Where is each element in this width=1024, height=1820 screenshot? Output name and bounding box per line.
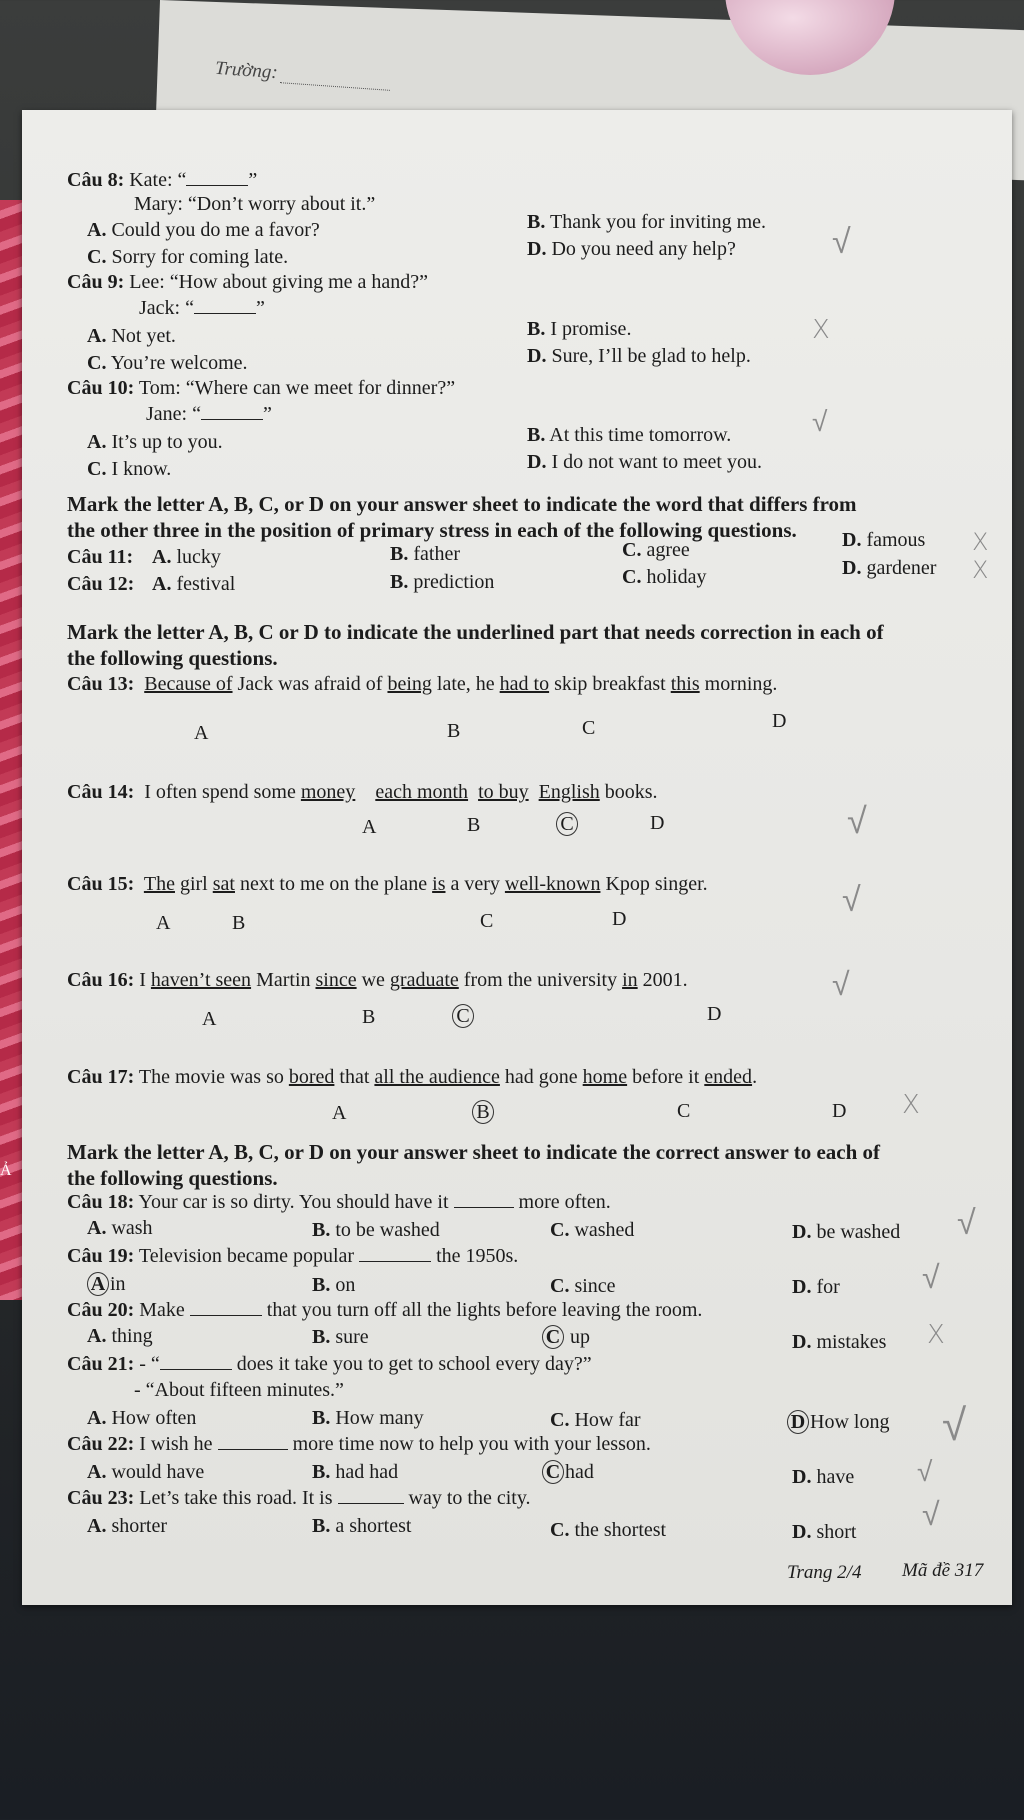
q9-option-c: C. You’re welcome.	[87, 352, 248, 374]
school-label: Trường:	[214, 57, 279, 84]
check-mark: √	[847, 801, 867, 842]
q10-stem: Câu 10: Tom: “Where can we meet for dinner?”	[67, 377, 456, 399]
q14-letter-a: A	[362, 816, 377, 838]
q23-option-b: B. a shortest	[312, 1515, 412, 1537]
check-mark: √	[812, 405, 828, 438]
q19-option-b: B. on	[312, 1274, 356, 1296]
q9-option-a: A. Not yet.	[87, 325, 176, 347]
check-mark: √	[922, 1258, 940, 1296]
q17-letter-a: A	[332, 1102, 347, 1124]
q11-option-a: A. lucky	[152, 546, 221, 568]
check-mark: √	[922, 1495, 940, 1533]
q21-option-c: C. How far	[550, 1409, 641, 1431]
exam-code: Mã đề 317	[902, 1560, 984, 1581]
q21-reply: - “About fifteen minutes.”	[134, 1379, 344, 1401]
q17-letter-d: D	[832, 1100, 847, 1122]
q11-option-c: C. agree	[622, 539, 690, 561]
check-mark: √	[942, 1400, 967, 1451]
q13-sentence: Câu 13: Because of Jack was afraid of being late, he had to skip breakfast this morning.	[67, 673, 778, 695]
q11-option-b: B. father	[390, 543, 460, 565]
q9-stem: Câu 9: Lee: “How about giving me a hand?”	[67, 271, 429, 293]
q8-option-b: B. Thank you for inviting me.	[527, 211, 767, 233]
stress-directions-line1: Mark the letter A, B, C, or D on your answer sheet to indicate the word that differs from	[67, 492, 857, 516]
cross-mark: X	[972, 556, 989, 584]
q22-option-b: B. had had	[312, 1461, 399, 1483]
q12-option-b: B. prediction	[390, 571, 495, 593]
q18-option-b: B. to be washed	[312, 1219, 440, 1241]
q20-option-a: A. thing	[87, 1325, 153, 1347]
q13-letter-a: A	[194, 722, 209, 744]
q10-reply: Jane: “ ”	[146, 403, 272, 425]
q13-letter-b: B	[447, 720, 461, 742]
q12-option-c: C. holiday	[622, 566, 707, 588]
q22-stem: Câu 22: I wish he more time now to help you with your lesson.	[67, 1433, 651, 1455]
q10-option-a: A. It’s up to you.	[87, 431, 223, 453]
q23-option-a: A. shorter	[87, 1515, 167, 1537]
q10-option-d: D. I do not want to meet you.	[527, 451, 762, 473]
q16-letter-b: B	[362, 1006, 376, 1028]
q9-reply: Jack: “ ”	[139, 297, 265, 319]
q8-option-d: D. Do you need any help?	[527, 238, 736, 260]
q13-letter-d: D	[772, 710, 787, 732]
q21-option-a: A. How often	[87, 1407, 197, 1429]
q14-letter-c: C	[556, 812, 579, 836]
q20-option-d: D. mistakes	[792, 1331, 887, 1353]
q10-option-b: B. At this time tomorrow.	[527, 424, 732, 446]
check-mark: √	[832, 965, 850, 1003]
q14-letter-d: D	[650, 812, 665, 834]
q20-stem: Câu 20: Make that you turn off all the lights before leaving the room.	[67, 1299, 703, 1321]
q19-option-d: D. for	[792, 1276, 840, 1298]
q17-letter-c: C	[677, 1100, 691, 1122]
stress-directions-line2: the other three in the position of primary stress in each of the following questions.	[67, 518, 797, 542]
q8-reply: Mary: “Don’t worry about it.”	[134, 193, 376, 215]
q22-option-d: D. have	[792, 1466, 855, 1488]
q15-letter-d: D	[612, 908, 627, 930]
correction-directions-line1: Mark the letter A, B, C or D to indicate the underlined part that needs correction in each of	[67, 620, 884, 644]
q8-option-a: A. Could you do me a favor?	[87, 219, 320, 241]
q12-option-d: D. gardener	[842, 557, 937, 579]
check-mark: √	[832, 222, 851, 262]
answer-directions-line2: the following questions.	[67, 1166, 278, 1190]
q20-option-b: B. sure	[312, 1326, 369, 1348]
q17-letter-b: B	[472, 1100, 495, 1124]
q15-letter-c: C	[480, 910, 494, 932]
correction-directions-line2: the following questions.	[67, 646, 278, 670]
q9-option-b: B. I promise.	[527, 318, 632, 340]
q15-letter-b: B	[232, 912, 246, 934]
q19-option-c: C. since	[550, 1275, 616, 1297]
q20-option-c: C up	[542, 1325, 590, 1349]
q19-stem: Câu 19: Television became popular the 1950s.	[67, 1245, 519, 1267]
q18-option-a: A. wash	[87, 1217, 153, 1239]
q16-letter-c: C	[452, 1004, 475, 1028]
q14-sentence: Câu 14: I often spend some money each month to buy English books.	[67, 781, 658, 803]
q11-option-d: D. famous	[842, 529, 926, 551]
cross-mark: X	[972, 528, 989, 556]
q14-letter-b: B	[467, 814, 481, 836]
q18-option-c: C. washed	[550, 1219, 635, 1241]
check-mark: √	[917, 1455, 933, 1488]
q19-option-a: A in	[87, 1272, 126, 1296]
page-number: Trang 2/4	[787, 1562, 862, 1583]
side-char: Ả	[0, 1162, 12, 1179]
q16-letter-a: A	[202, 1008, 217, 1030]
q21-option-d: D How long	[787, 1410, 889, 1434]
q8-option-c: C. Sorry for coming late.	[87, 246, 289, 268]
q17-sentence: Câu 17: The movie was so bored that all the audience had gone home before it ended.	[67, 1066, 758, 1088]
q16-letter-d: D	[707, 1003, 722, 1025]
exam-sheet	[22, 110, 1012, 1605]
cross-mark: X	[902, 1090, 920, 1120]
q8-stem: Câu 8: Kate: “ ”	[67, 169, 258, 191]
q22-option-a: A. would have	[87, 1461, 205, 1483]
q9-option-d: D. Sure, I’ll be glad to help.	[527, 345, 751, 367]
q15-sentence: Câu 15: The girl sat next to me on the plane is a very well-known Kpop singer.	[67, 873, 708, 895]
q15-letter-a: A	[156, 912, 171, 934]
q18-stem: Câu 18: Your car is so dirty. You should have it more often.	[67, 1191, 611, 1213]
check-mark: √	[842, 880, 861, 920]
q23-option-d: D. short	[792, 1521, 857, 1543]
q16-sentence: Câu 16: I haven’t seen Martin since we graduate from the university in 2001.	[67, 969, 688, 991]
q10-option-c: C. I know.	[87, 458, 172, 480]
q12: Câu 12:	[67, 573, 135, 595]
q22-option-c: C had	[542, 1460, 594, 1484]
q21-option-b: B. How many	[312, 1407, 424, 1429]
q23-stem: Câu 23: Let’s take this road. It is way to the city.	[67, 1487, 531, 1509]
check-mark: √	[957, 1203, 976, 1243]
q21-stem: Câu 21: - “ does it take you to get to school every day?”	[67, 1353, 592, 1375]
q11: Câu 11:	[67, 546, 134, 568]
cross-mark: X	[927, 1320, 945, 1350]
answer-directions-line1: Mark the letter A, B, C, or D on your answer sheet to indicate the correct answer to each of	[67, 1140, 881, 1164]
q13-letter-c: C	[582, 717, 596, 739]
q12-option-a: A. festival	[152, 573, 236, 595]
q18-option-d: D. be washed	[792, 1221, 901, 1243]
cross-mark: X	[812, 315, 830, 345]
q23-option-c: C. the shortest	[550, 1519, 667, 1541]
